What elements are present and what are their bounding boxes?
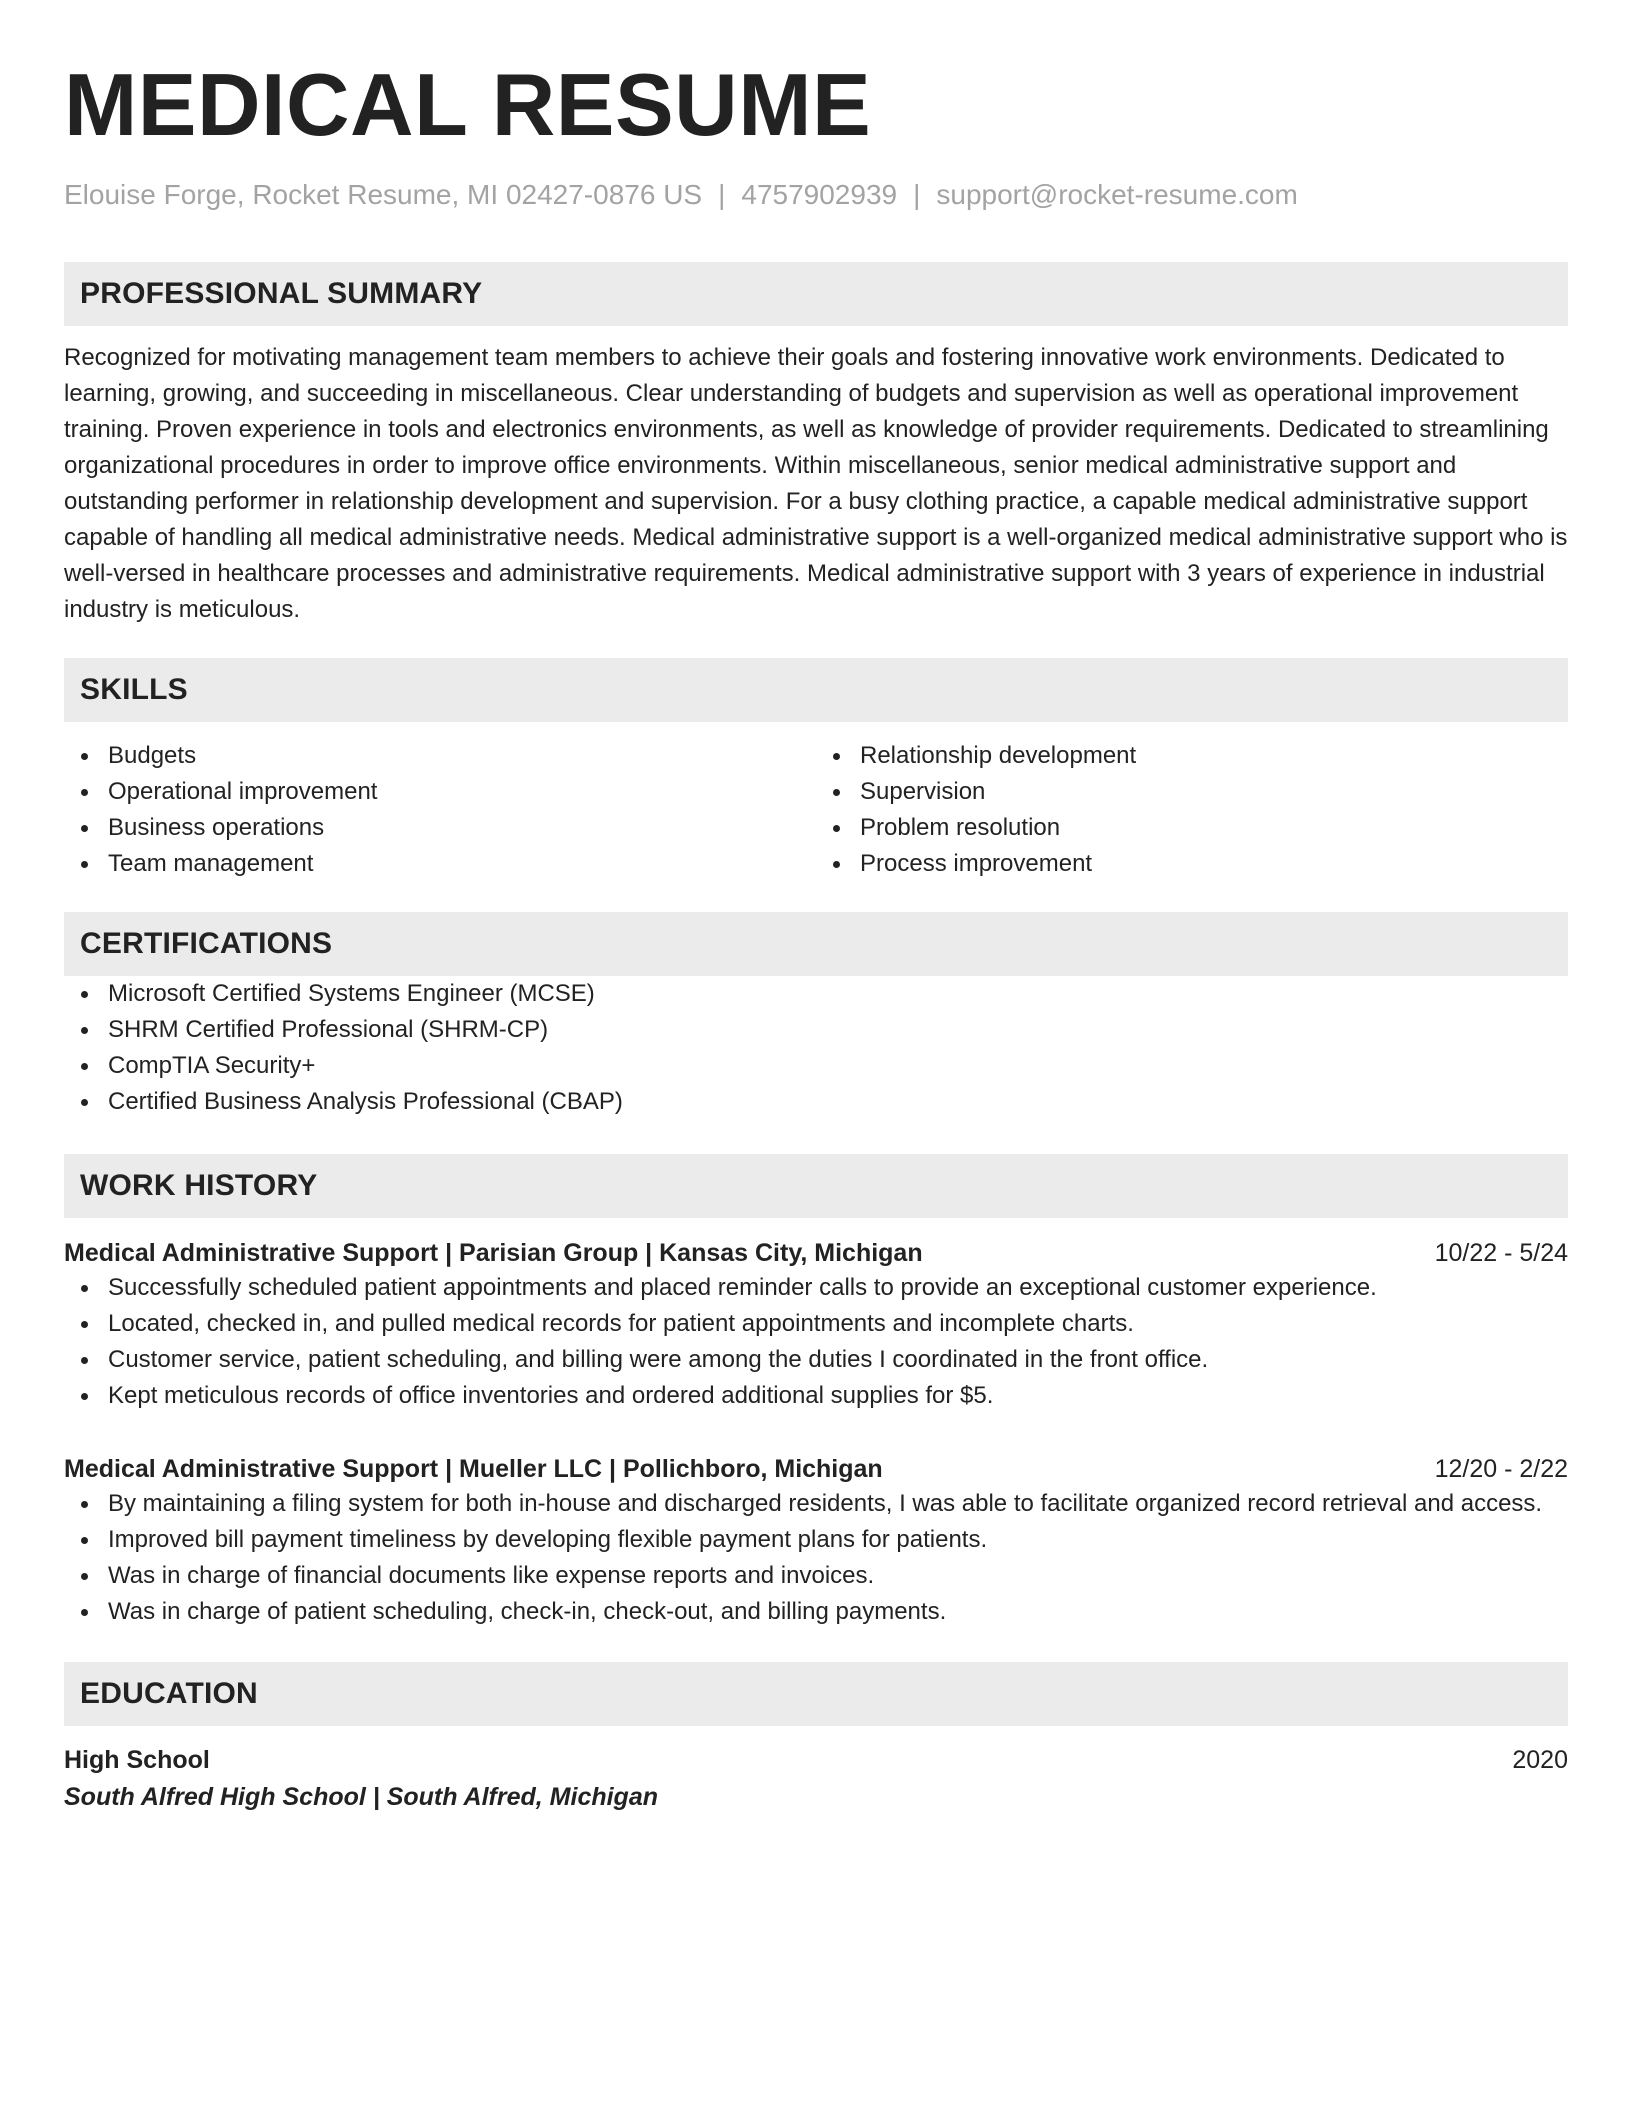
section-heading-summary: PROFESSIONAL SUMMARY bbox=[64, 262, 1568, 326]
skill-item: Process improvement bbox=[816, 846, 1568, 882]
contact-line bbox=[64, 178, 1568, 212]
job-entry bbox=[64, 1452, 1568, 1630]
contact-separator: | bbox=[718, 179, 726, 210]
skills-column-right bbox=[816, 738, 1568, 882]
job-bullet: Successfully scheduled patient appointments and placed reminder calls to provide an exceptional customer experience. bbox=[64, 1270, 1568, 1306]
job-bullet: Customer service, patient scheduling, and billing were among the duties I coordinated in the front office. bbox=[64, 1342, 1568, 1378]
skills-grid bbox=[64, 738, 1568, 882]
job-bullet: By maintaining a filing system for both in-house and discharged residents, I was able to facilitate organized record retrieval and access. bbox=[64, 1486, 1568, 1522]
certification-item: Certified Business Analysis Professional (CBAP) bbox=[64, 1084, 1568, 1120]
job-bullet: Was in charge of patient scheduling, check-in, check-out, and billing payments. bbox=[64, 1594, 1568, 1630]
education-degree: High School bbox=[64, 1746, 210, 1774]
skills-list-left bbox=[64, 738, 816, 882]
job-title: Medical Administrative Support | Parisian Group | Kansas City, Michigan bbox=[64, 1239, 923, 1267]
section-heading-skills: SKILLS bbox=[64, 658, 1568, 722]
job-bullet: Improved bill payment timeliness by developing flexible payment plans for patients. bbox=[64, 1522, 1568, 1558]
job-bullet: Kept meticulous records of office inventories and ordered additional supplies for $5. bbox=[64, 1378, 1568, 1414]
education-year: 2020 bbox=[1512, 1746, 1568, 1774]
job-bullet: Was in charge of financial documents like expense reports and invoices. bbox=[64, 1558, 1568, 1594]
contact-address: Elouise Forge, Rocket Resume, MI 02427-0876 US bbox=[64, 179, 703, 210]
contact-separator: | bbox=[913, 179, 921, 210]
certifications-list bbox=[64, 976, 1568, 1120]
education-school: South Alfred High School | South Alfred, Michigan bbox=[64, 1783, 659, 1811]
certification-item: CompTIA Security+ bbox=[64, 1048, 1568, 1084]
skill-item: Supervision bbox=[816, 774, 1568, 810]
section-heading-certifications: CERTIFICATIONS bbox=[64, 912, 1568, 976]
section-heading-education: EDUCATION bbox=[64, 1662, 1568, 1726]
job-header bbox=[64, 1236, 1568, 1270]
education-header bbox=[64, 1742, 1568, 1778]
job-entry bbox=[64, 1236, 1568, 1414]
resume-title: MEDICAL RESUME bbox=[64, 55, 872, 154]
summary-text: Recognized for motivating management team members to achieve their goals and fostering innovative work environments. Dedicated to learning, growing, and succeeding in miscellaneous. Clear understanding of budgets and supervision as well as operational improvement training. Proven experience in tools and electronics environments, as well as knowledge of provider requirements. Dedicated to streamlining organizational procedures in order to improve office environments. Within miscellaneous, senior medical administrative support and outstanding performer in relationship development and supervision. For a busy clothing practice, a capable medical administrative support capable of handling all medical administrative needs. Medical administrative support is a well-organized medical administrative support who is well-versed in healthcare processes and administrative requirements. Medical administrative support with 3 years of experience in industrial industry is meticulous. bbox=[64, 344, 1568, 623]
skill-item: Business operations bbox=[64, 810, 816, 846]
education-entry bbox=[64, 1742, 1568, 1816]
skill-item: Problem resolution bbox=[816, 810, 1568, 846]
skills-column-left bbox=[64, 738, 816, 882]
section-heading-work-history: WORK HISTORY bbox=[64, 1154, 1568, 1218]
job-dates: 10/22 - 5/24 bbox=[1434, 1239, 1568, 1267]
skill-item: Budgets bbox=[64, 738, 816, 774]
certification-item: SHRM Certified Professional (SHRM-CP) bbox=[64, 1012, 1568, 1048]
skill-item: Relationship development bbox=[816, 738, 1568, 774]
contact-email: support@rocket-resume.com bbox=[936, 179, 1298, 210]
job-header bbox=[64, 1452, 1568, 1486]
skill-item: Operational improvement bbox=[64, 774, 816, 810]
certification-item: Microsoft Certified Systems Engineer (MCSE) bbox=[64, 976, 1568, 1012]
skills-list-right bbox=[816, 738, 1568, 882]
job-bullet: Located, checked in, and pulled medical records for patient appointments and incomplete charts. bbox=[64, 1306, 1568, 1342]
skill-item: Team management bbox=[64, 846, 816, 882]
contact-phone: 4757902939 bbox=[741, 179, 898, 210]
job-dates: 12/20 - 2/22 bbox=[1434, 1455, 1568, 1483]
job-bullet-list bbox=[64, 1270, 1568, 1414]
job-title: Medical Administrative Support | Mueller LLC | Pollichboro, Michigan bbox=[64, 1455, 883, 1483]
job-bullet-list bbox=[64, 1486, 1568, 1630]
